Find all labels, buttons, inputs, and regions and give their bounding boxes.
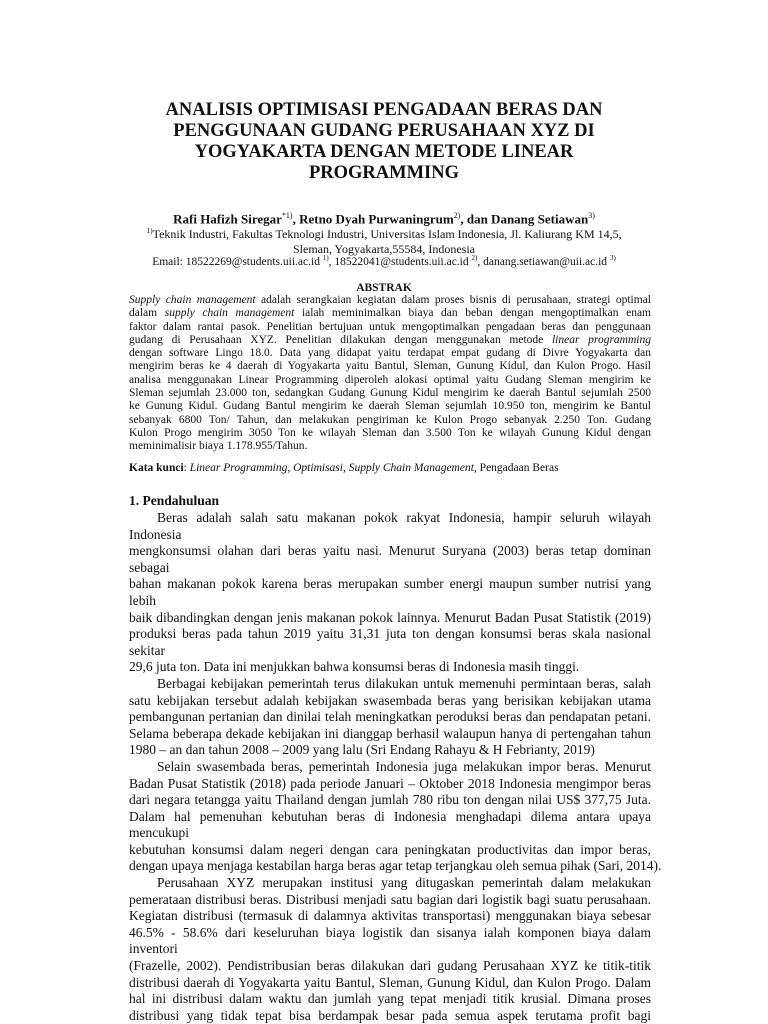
- abstract-line: [129, 307, 651, 320]
- body-line: (Frazelle, 2002). Pendistribusian beras dilakukan dari gudang Perusahaan XYZ ke titik-titik: [129, 958, 651, 974]
- abstract-italic: Supply chain management: [129, 294, 256, 306]
- paper-title: [100, 100, 668, 184]
- body-line: distribusi yang tidak tepat bisa berdampak besar pada semua aspek terutama profit bagi: [129, 1007, 651, 1023]
- body-line: hal ini distribusi dalam waktu dan jumlah yang tepat menjadi titik krusial. Dimana proses: [129, 991, 651, 1007]
- body-line: mengkonsumsi olahan dari beras yaitu nasi. Menurut Suryana (2003) beras tetap dominan sebagai: [129, 543, 651, 575]
- body-line: 29,6 juta ton. Data ini menjukkan bahwa konsumsi beras di Indonesia masih tinggi.: [129, 659, 580, 675]
- abstract-italic: linear programming: [551, 333, 651, 346]
- keywords-label: Kata kunci: [129, 462, 184, 474]
- body-line: distribusi daerah di Yogyakarta yaitu Bantul, Sleman, Gunung Kidul, dan Kulon Progo. Dalam: [129, 974, 651, 990]
- abstract-line: faktor dalam rantai pasok. Penelitian bertujuan untuk mengoptimalkan pengadaan beras dan penggunaan: [129, 320, 651, 333]
- keywords-text: Pengadaan Beras: [476, 462, 559, 474]
- body-line: 46.5% - 58.6% dari keseluruhan biaya logistik dan sisanya ialah komponen biaya dalam inventori: [129, 924, 651, 957]
- section-heading: 1. Pendahuluan: [129, 493, 220, 508]
- email-superscript: 3): [609, 254, 616, 262]
- affiliation-superscript: 1): [146, 226, 153, 235]
- keywords-line: [129, 462, 651, 475]
- body-line: dengan upaya menjaga kestabilan harga beras agar tetap terjangkau oleh semua pihak (Sari, 2014).: [129, 858, 662, 874]
- abstract-body: [129, 294, 651, 454]
- email-text: Email: 18522269@students.uii.ac.id: [152, 255, 323, 268]
- email-superscript: 1): [322, 254, 329, 262]
- title-line: PROGRAMMING: [308, 163, 460, 183]
- body-line: Selama beberapa dekade kebijakan ini dianggap berhasil walaupun hanya di pertengahan tahun: [129, 725, 651, 741]
- abstract-line: [129, 334, 651, 347]
- body-text: [129, 510, 662, 1024]
- abstract-text: ialah meminimalkan biaya dan beban dengan mengoptimalkan enam: [294, 307, 652, 320]
- abstract-line: sebanyak 6800 Ton/ Tahun, dan melakukan pengiriman ke Kulon Progo sebanyak 2.250 Ton. Gudang: [129, 413, 651, 426]
- abstract-italic: supply chain management: [164, 307, 295, 320]
- body-line: kebutuhan konsumsi dalam negeri dengan cara peningkatan productivitas dan impor beras,: [129, 841, 651, 857]
- affiliation-text: Teknik Industri, Fakultas Teknologi Industri, Universitas Islam Indonesia, Jl. Kaliurang KM 14,5,: [152, 227, 622, 241]
- abstract-line: meminimalisir biaya 1.178.955/Tahun.: [129, 440, 308, 453]
- author-name: , dan Danang Setiawan: [460, 211, 589, 227]
- keywords-separator: :: [183, 462, 190, 474]
- email-superscript: 2): [471, 254, 478, 262]
- affiliation-line: [100, 224, 668, 242]
- body-line: Dalam hal pemenuhan kebutuhan beras di Indonesia menghadapi dilema antara upaya mencukupi: [129, 808, 651, 841]
- keywords-italic: Linear Programming, Optimisasi, Supply Chain Management,: [189, 462, 477, 474]
- body-line: Kegiatan distribusi (termasuk di dalamnya aktivitas transportasi) menggunakan biaya sebesar: [129, 908, 651, 924]
- abstract-line: ke Gunung Kidul. Gudang Bantul mengirim ke daerah Sleman sejumlah 10.950 ton, mengirim ke Bantul: [129, 400, 651, 413]
- body-line: Badan Pusat Statistik (2018) pada periode Januari – Oktober 2018 Indonesia mengimpor beras: [129, 775, 651, 791]
- abstract-line: Sleman sejumlah 23.000 ton, sedangkan Gudang Gunung Kidul mengirim ke daerah Bantul sejumlah 2500: [129, 387, 651, 400]
- abstract-text: adalah serangkaian kegiatan dalam proses bisnis di perusahaan, strategi optimal: [255, 294, 651, 306]
- title-line: PENGGUNAAN GUDANG PERUSAHAAN XYZ DI: [173, 121, 595, 141]
- title-line: YOGYAKARTA DENGAN METODE LINEAR: [194, 142, 574, 162]
- body-line: produksi beras pada tahun 2019 yaitu 31,31 juta ton dengan konsumsi beras skala nasional sekitar: [129, 626, 651, 658]
- body-line: baik dibandingkan dengan jenis makanan pokok lainnya. Menurut Badan Pusat Statistik (2019): [129, 609, 651, 625]
- body-line: satu kebijakan tersebut adalah kebijakan swasembada beras yang berisikan kebijakan utama: [129, 692, 651, 708]
- abstract-line: [129, 294, 651, 307]
- abstract-heading: ABSTRAK: [356, 282, 412, 294]
- author-superscript: *1): [281, 211, 293, 220]
- body-line: pembangunan pertanian dan dinilai telah meningkatkan peroduksi beras dan pendapatan petani.: [129, 709, 651, 725]
- author-superscript: 3): [588, 211, 595, 220]
- author-name: , Retno Dyah Purwaningrum: [292, 211, 454, 227]
- abstract-line: Kulon Progo mengirim 3050 Ton ke wilayah Sleman dan 3.500 Ton ke wilayah Gunung Kidul dengan: [129, 426, 651, 439]
- body-line: Perusahaan XYZ merupakan institusi yang ditugaskan pemerintah dalam melakukan: [157, 875, 651, 891]
- body-line: bahan makanan pokok karena beras merupakan sumber energi maupun sumber nutrisi yang lebih: [129, 576, 651, 608]
- body-line: 1980 – an dan tahun 2008 – 2009 yang lalu (Sri Endang Rahayu & H Febrianty, 2019): [129, 742, 595, 758]
- body-line: Selain swasembada beras, pemerintah Indonesia juga melakukan impor beras. Menurut: [157, 758, 651, 774]
- title-line: ANALISIS OPTIMISASI PENGADAAN BERAS DAN: [165, 100, 603, 120]
- abstract-line: analisa menggunakan Linear Programming diperoleh alokasi optimal yaitu Gudang Sleman mengirim ke: [129, 373, 651, 386]
- author-name: Rafi Hafizh Siregar: [173, 211, 282, 227]
- body-line: dari negara tetangga yaitu Thailand dengan jumlah 780 ribu ton dengan nilai US$ 377,75 Juta.: [129, 792, 651, 808]
- email-line: [60, 251, 708, 269]
- abstract-text: gudang di Perusahaan XYZ. Penelitian dilakukan dengan menggunakan metode: [129, 333, 552, 346]
- affiliation-line: Sleman, Yogyakarta,55584, Indonesia: [293, 241, 475, 256]
- body-line: Berbagai kebijakan pemerintah terus dilakukan untuk memenuhi permintaan beras, salah: [157, 675, 651, 691]
- email-text: , 18522041@students.uii.ac.id: [328, 255, 472, 268]
- abstract-text: dalam: [129, 307, 165, 320]
- body-line: pemerataan distribusi beras. Distribusi menjadi satu bagian dari logistik bagi suatu perusahaan.: [129, 891, 651, 907]
- abstract-line: dengan software Lingo 18.0. Data yang didapat yaitu terdapat empat gudang di Divre Yogyakarta dan: [129, 347, 651, 360]
- email-text: , danang.setiawan@uii.ac.id: [477, 255, 610, 268]
- abstract-line: mengirim beras ke 4 daerah di Yogyakarta yaitu Bantul, Sleman, Gunung Kidul, dan Kulon Progo. Hasil: [129, 360, 651, 373]
- body-line: Beras adalah salah satu makanan pokok rakyat Indonesia, hampir seluruh wilayah Indonesia: [129, 510, 651, 542]
- author-superscript: 2): [453, 211, 461, 220]
